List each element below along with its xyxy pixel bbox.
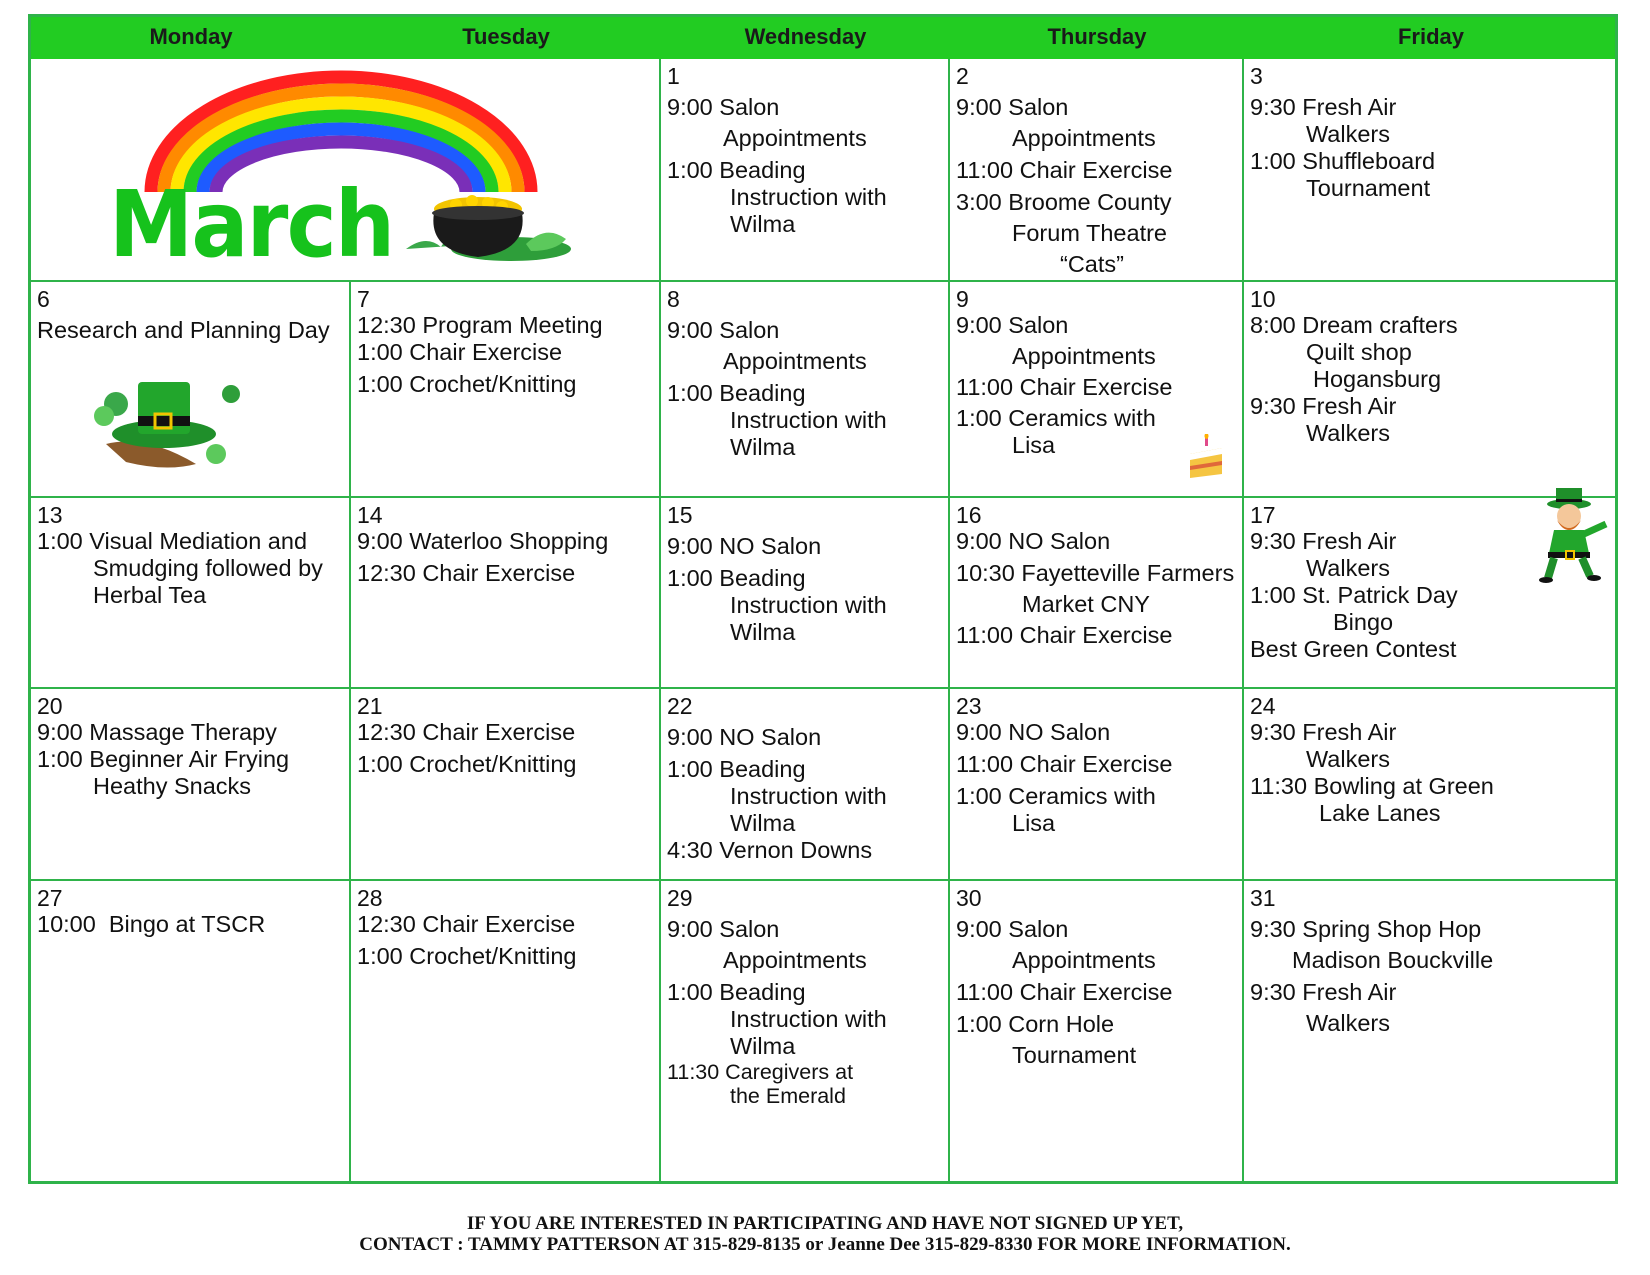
day-cell-17 xyxy=(1244,498,1618,689)
event-line: 11:30 Caregivers at xyxy=(667,1060,854,1084)
event-line: “Cats” xyxy=(1060,251,1124,277)
leprechaun-icon xyxy=(1534,484,1614,584)
day-number: 31 xyxy=(1250,885,1276,911)
event-line: 9:30 Fresh Air xyxy=(1250,719,1397,745)
event-line: Research and Planning Day xyxy=(37,317,330,343)
day-cell-15 xyxy=(661,498,950,689)
event-line: 1:00 Crochet/Knitting xyxy=(357,943,577,969)
event-line: 3:00 Broome County xyxy=(956,189,1172,215)
event-line: 9:30 Fresh Air xyxy=(1250,94,1397,120)
day-number: 9 xyxy=(956,286,969,312)
day-cell-30 xyxy=(950,881,1244,1184)
event-line: Instruction with xyxy=(730,592,887,618)
event-line: 1:00 Visual Mediation and xyxy=(37,528,308,554)
header-tuesday: Tuesday xyxy=(462,24,550,49)
event-line: 1:00 Beading xyxy=(667,157,806,183)
event-line: 9:00 NO Salon xyxy=(667,533,822,559)
event-line: Wilma xyxy=(730,810,796,836)
month-banner-cell xyxy=(31,59,661,282)
event-line: 1:00 Chair Exercise xyxy=(357,339,563,365)
event-line: Herbal Tea xyxy=(93,582,207,608)
event-line: Appointments xyxy=(1012,947,1156,973)
event-line: 9:00 Salon xyxy=(667,916,780,942)
weekday-header-row xyxy=(31,17,1615,59)
event-line: Lisa xyxy=(1012,810,1056,836)
event-line: Tournament xyxy=(1012,1042,1137,1068)
event-line: 9:30 Fresh Air xyxy=(1250,393,1397,419)
event-line: Madison Bouckville xyxy=(1292,947,1494,973)
day-cell-10 xyxy=(1244,282,1618,498)
event-line: Walkers xyxy=(1306,1010,1390,1036)
event-line: Best Green Contest xyxy=(1250,636,1457,662)
event-line: Heathy Snacks xyxy=(93,773,252,799)
day-number: 21 xyxy=(357,693,383,719)
day-cell-31 xyxy=(1244,881,1618,1184)
event-line: Walkers xyxy=(1306,121,1390,147)
day-cell-2 xyxy=(950,59,1244,282)
header-friday: Friday xyxy=(1397,24,1465,49)
day-cell-1 xyxy=(661,59,950,282)
day-number: 7 xyxy=(357,286,370,312)
footer-line-1: IF YOU ARE INTERESTED IN PARTICIPATING AND HAVE NOT SIGNED UP YET, xyxy=(466,1213,1184,1234)
day-number: 15 xyxy=(667,502,693,528)
event-line: 12:30 Chair Exercise xyxy=(357,911,576,937)
event-line: 9:30 Fresh Air xyxy=(1250,528,1397,554)
day-number: 14 xyxy=(357,502,383,528)
day-cell-27 xyxy=(31,881,351,1184)
day-number: 20 xyxy=(37,693,63,719)
month-title: March xyxy=(109,171,394,278)
day-cell-3 xyxy=(1244,59,1618,282)
day-number: 2 xyxy=(956,63,969,89)
day-number: 6 xyxy=(37,286,50,312)
event-line: 12:30 Program Meeting xyxy=(357,312,603,338)
event-line: 9:00 Salon xyxy=(956,916,1069,942)
event-line: 11:00 Chair Exercise xyxy=(956,751,1173,777)
event-line: Bingo xyxy=(1333,609,1394,635)
event-line: Walkers xyxy=(1306,420,1390,446)
day-cell-22 xyxy=(661,689,950,881)
day-number: 10 xyxy=(1250,286,1276,312)
day-cell-23 xyxy=(950,689,1244,881)
day-cell-8 xyxy=(661,282,950,498)
event-line: Smudging followed by xyxy=(93,555,323,581)
event-line: 1:00 Beading xyxy=(667,380,806,406)
event-line: 9:00 NO Salon xyxy=(956,528,1111,554)
day-number: 29 xyxy=(667,885,693,911)
event-line: Instruction with xyxy=(730,407,887,433)
event-line: 9:00 Massage Therapy xyxy=(37,719,277,745)
event-line: 1:00 Crochet/Knitting xyxy=(357,751,577,777)
event-line: 9:00 NO Salon xyxy=(956,719,1111,745)
day-cell-29 xyxy=(661,881,950,1184)
event-line: Tournament xyxy=(1306,175,1431,201)
day-number: 16 xyxy=(956,502,982,528)
event-line: 1:00 Beading xyxy=(667,756,806,782)
event-line: Appointments xyxy=(723,947,867,973)
contact-footer xyxy=(0,1213,1650,1255)
day-cell-14 xyxy=(351,498,661,689)
event-line: Market CNY xyxy=(1022,591,1150,617)
event-line: 4:30 Vernon Downs xyxy=(667,837,873,863)
day-cell-16 xyxy=(950,498,1244,689)
header-thursday: Thursday xyxy=(1047,24,1147,49)
event-line: the Emerald xyxy=(730,1084,846,1108)
event-line: 9:30 Fresh Air xyxy=(1250,979,1397,1005)
calendar-grid xyxy=(28,14,1618,1184)
event-line: 10:30 Fayetteville Farmers xyxy=(956,560,1235,586)
birthday-cake-icon xyxy=(1186,434,1226,480)
event-line: 1:00 Ceramics with xyxy=(956,405,1156,431)
footer-line-2: CONTACT : TAMMY PATTERSON AT 315-829-8135 or Jeanne Dee 315-829-8330 FOR MORE INFORMATION. xyxy=(359,1234,1291,1255)
event-line: Wilma xyxy=(730,211,796,237)
day-cell-6 xyxy=(31,282,351,498)
event-line: Instruction with xyxy=(730,783,887,809)
event-line: 1:00 Beading xyxy=(667,979,806,1005)
event-line: Lake Lanes xyxy=(1319,800,1441,826)
event-line: Walkers xyxy=(1306,746,1390,772)
event-line: 11:00 Chair Exercise xyxy=(956,622,1173,648)
day-cell-21 xyxy=(351,689,661,881)
event-line: Instruction with xyxy=(730,1006,887,1032)
day-number: 28 xyxy=(357,885,383,911)
event-line: Hogansburg xyxy=(1313,366,1442,392)
day-number: 23 xyxy=(956,693,982,719)
event-line: Lisa xyxy=(1012,432,1056,458)
event-line: 1:00 Shuffleboard xyxy=(1250,148,1436,174)
day-cell-9 xyxy=(950,282,1244,498)
day-cell-20 xyxy=(31,689,351,881)
event-line: 1:00 Beginner Air Frying xyxy=(37,746,290,772)
day-cell-28 xyxy=(351,881,661,1184)
day-number: 1 xyxy=(667,63,680,89)
event-line: 9:00 Salon xyxy=(667,317,780,343)
header-wednesday: Wednesday xyxy=(744,24,867,49)
event-line: 9:00 NO Salon xyxy=(667,724,822,750)
day-number: 30 xyxy=(956,885,982,911)
event-line: 8:00 Dream crafters xyxy=(1250,312,1458,338)
header-monday: Monday xyxy=(149,24,233,49)
leprechaun-hat-icon xyxy=(86,364,246,474)
event-line: 9:00 Salon xyxy=(956,312,1069,338)
event-line: Appointments xyxy=(723,125,867,151)
day-number: 27 xyxy=(37,885,63,911)
event-line: 12:30 Chair Exercise xyxy=(357,719,576,745)
event-line: Wilma xyxy=(730,434,796,460)
day-cell-7 xyxy=(351,282,661,498)
pot-of-gold-icon xyxy=(396,179,576,269)
day-number: 17 xyxy=(1250,502,1276,528)
day-number: 8 xyxy=(667,286,680,312)
event-line: 1:00 St. Patrick Day xyxy=(1250,582,1458,608)
event-line: Appointments xyxy=(723,348,867,374)
event-line: 11:00 Chair Exercise xyxy=(956,157,1173,183)
event-line: 9:30 Spring Shop Hop xyxy=(1250,916,1482,942)
event-line: 11:00 Chair Exercise xyxy=(956,979,1173,1005)
event-line: 9:00 Salon xyxy=(667,94,780,120)
event-line: Appointments xyxy=(1012,125,1156,151)
day-cell-24 xyxy=(1244,689,1618,881)
day-number: 24 xyxy=(1250,693,1276,719)
event-line: Quilt shop xyxy=(1306,339,1412,365)
event-line: 1:00 Beading xyxy=(667,565,806,591)
event-line: 1:00 Ceramics with xyxy=(956,783,1156,809)
event-line: 9:00 Waterloo Shopping xyxy=(357,528,609,554)
event-line: Wilma xyxy=(730,619,796,645)
event-line: 1:00 Crochet/Knitting xyxy=(357,371,577,397)
day-number: 22 xyxy=(667,693,693,719)
event-line: 11:00 Chair Exercise xyxy=(956,374,1173,400)
event-line: 11:30 Bowling at Green xyxy=(1250,773,1494,799)
event-line: Walkers xyxy=(1306,555,1390,581)
event-line: 12:30 Chair Exercise xyxy=(357,560,576,586)
day-number: 3 xyxy=(1250,63,1263,89)
event-line: Wilma xyxy=(730,1033,796,1059)
event-line: Forum Theatre xyxy=(1012,220,1167,246)
event-line: 10:00 Bingo at TSCR xyxy=(37,911,266,937)
day-number: 13 xyxy=(37,502,63,528)
day-cell-13 xyxy=(31,498,351,689)
event-line: Instruction with xyxy=(730,184,887,210)
event-line: 9:00 Salon xyxy=(956,94,1069,120)
event-line: Appointments xyxy=(1012,343,1156,369)
event-line: 1:00 Corn Hole xyxy=(956,1011,1115,1037)
